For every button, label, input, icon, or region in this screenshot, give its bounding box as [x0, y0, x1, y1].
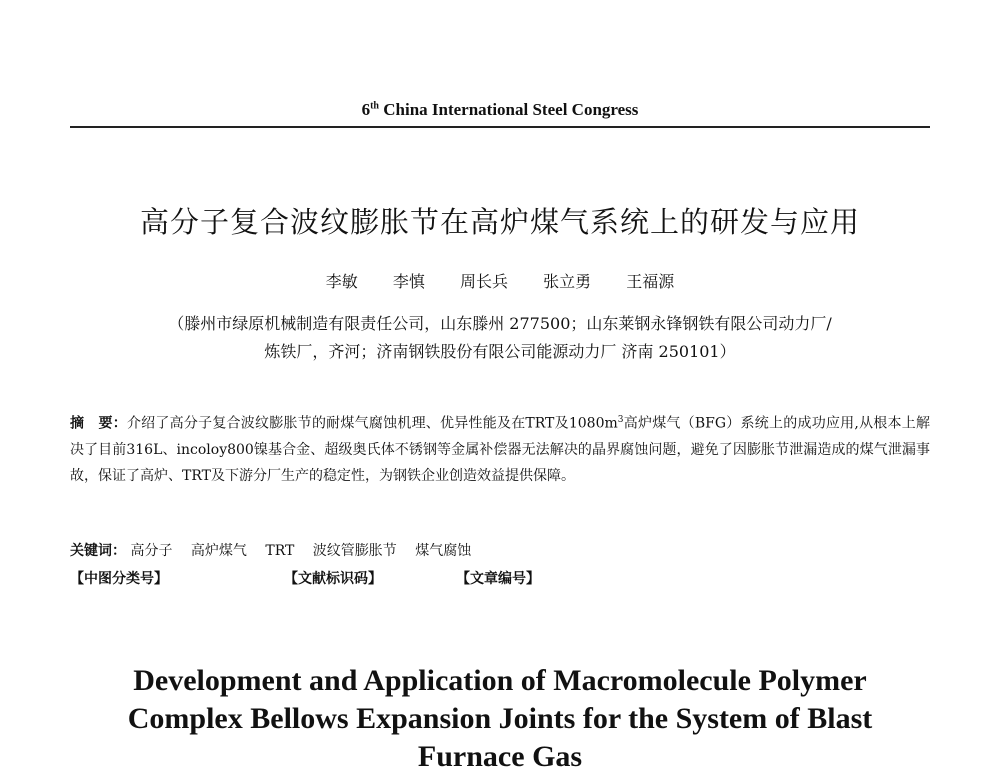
- abstract-text-1: 介绍了高分子复合波纹膨胀节的耐煤气腐蚀机理、优异性能及在TRT及1080m: [126, 415, 618, 432]
- author-list: [0, 269, 1000, 292]
- congress-name: China International Steel Congress: [378, 100, 639, 119]
- keywords-label: 关键词：: [70, 543, 126, 559]
- author-name: 周长兵: [459, 272, 508, 291]
- running-header: [70, 100, 930, 120]
- english-title-line-2: Complex Bellows Expansion Joints for the System of Blast: [127, 702, 873, 735]
- author-name: 李慎: [392, 272, 425, 291]
- author-name: 王福源: [626, 272, 675, 291]
- keyword: 煤气腐蚀: [415, 543, 472, 559]
- affiliation-line-2: 炼铁厂，齐河；济南钢铁股份有限公司能源动力厂 济南 250101）: [264, 342, 736, 361]
- abstract-label: 摘 要：: [70, 415, 127, 432]
- congress-suffix: th: [370, 100, 379, 112]
- keyword: 波纹管膨胀节: [312, 543, 397, 559]
- affiliation: [70, 310, 930, 366]
- keyword: 高分子: [130, 543, 173, 559]
- document-code-label: 【文献标识码】: [284, 571, 382, 587]
- author-name: 张立勇: [543, 272, 592, 291]
- author-name: 李敏: [325, 272, 358, 291]
- classification-row: [70, 566, 930, 592]
- abstract-text-2: 高炉煤气（BFG）系统上的成功应用,从根本上解决了目前316L、incoloy800镍基合金、超级奥氏体不锈钢等金属补偿器无法解决的晶界腐蚀问题，避免了因膨胀节泄漏造成的煤气泄漏事故，保证了高炉、TRT及下游分厂生产的稳定性，为钢铁企业创造效益提供保障。: [70, 415, 931, 484]
- keyword: 高炉煤气: [190, 543, 247, 559]
- paper-title-english: [40, 662, 960, 776]
- article-number-label: 【文章编号】: [456, 571, 540, 587]
- congress-ordinal: 6: [361, 100, 371, 119]
- keyword: TRT: [265, 543, 295, 559]
- clc-number-label: 【中图分类号】: [70, 571, 168, 587]
- keywords: [70, 538, 930, 564]
- paper-title-chinese: 高分子复合波纹膨胀节在高炉煤气系统上的研发与应用: [139, 205, 860, 239]
- english-title-line-1: Development and Application of Macromolecule Polymer: [133, 664, 867, 697]
- abstract: [70, 407, 930, 489]
- header-divider: [70, 126, 930, 128]
- abstract-superscript: 3: [617, 415, 624, 425]
- affiliation-line-1: （滕州市绿原机械制造有限责任公司，山东滕州 277500；山东莱钢永锋钢铁有限公司动力厂/: [168, 314, 832, 333]
- english-title-line-3: Furnace Gas: [417, 740, 583, 773]
